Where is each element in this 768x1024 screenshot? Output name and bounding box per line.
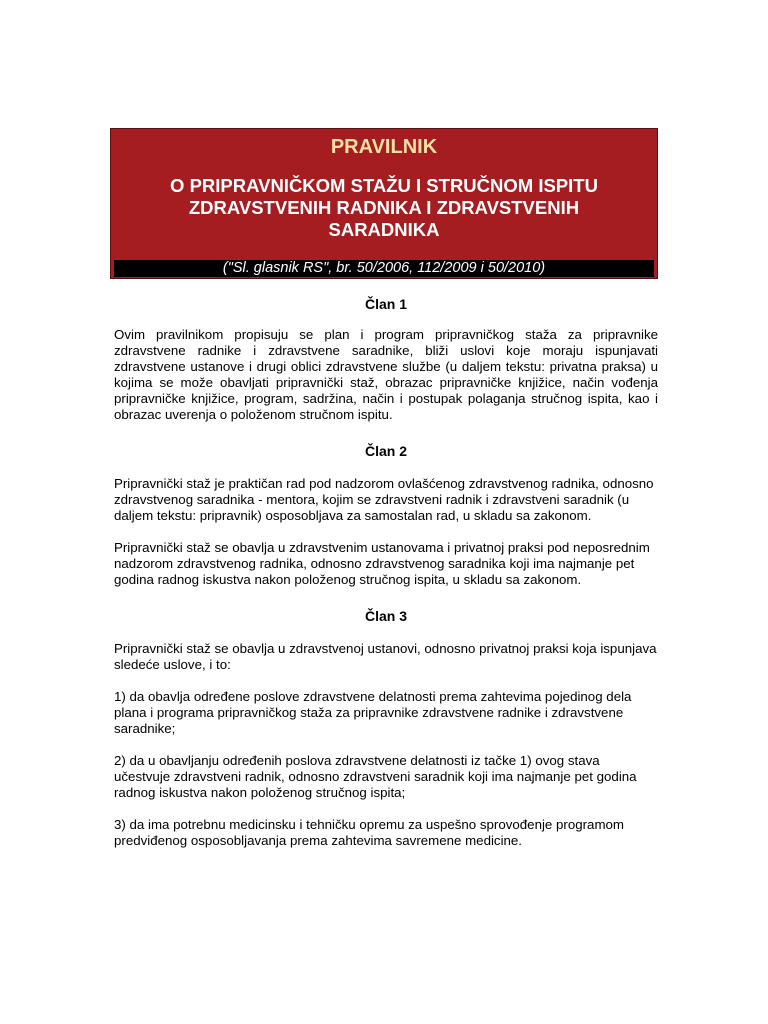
article-paragraph: 1) da obavlja određene poslove zdravstvene delatnosti prema zahtevima pojedinog dela plana i programa pripravničkog staža za pripravnike zdravstvene radnike i zdravstvene saradnike; xyxy=(114,689,632,736)
article-paragraph: Pripravnički staž je praktičan rad pod nadzorom ovlašćenog zdravstvenog radnika, odnosno zdravstvenog saradnika - mentora, kojim se zdravstveni radnik i zdravstveni saradnik (u daljem tekstu: pripravnik) osposobljava za samostalan rad, u skladu sa zakonom. xyxy=(114,476,654,523)
article-paragraph: Pripravnički staž se obavlja u zdravstvenim ustanovama i privatnoj praksi pod neposrednim nadzorom zdravstvenog radnika, odnosno zdravstvenog saradnika koji ima najmanje pet godina radnog iskustva nakon položenog stručnog ispita, u skladu sa zakonom. xyxy=(114,540,650,587)
document-title: PRAVILNIK xyxy=(330,136,438,158)
document-body xyxy=(114,296,658,865)
gazette-reference: ("Sl. glasnik RS", br. 50/2006, 112/2009 i 50/2010) xyxy=(114,260,654,277)
article-heading: Član 2 xyxy=(364,443,407,459)
article-2 xyxy=(114,443,658,588)
article-heading: Član 1 xyxy=(364,296,407,312)
subtitle-line: ZDRAVSTVENIH RADNIKA I ZDRAVSTVENIH xyxy=(188,197,580,218)
article-3 xyxy=(114,608,658,849)
article-paragraph: 2) da u obavljanju određenih poslova zdravstvene delatnosti iz tačke 1) ovog stava učestvuje zdravstveni radnik, odnosno zdravstveni saradnik koji ima najmanje pet godina radnog iskustva nakon položenog stručnog ispita; xyxy=(114,753,637,800)
article-1 xyxy=(114,296,658,423)
document-subtitle xyxy=(121,175,647,241)
article-heading: Član 3 xyxy=(364,608,407,624)
article-paragraph: Ovim pravilnikom propisuju se plan i program pripravničkog staža za pripravnike zdravstvene radnike i zdravstvene saradnike, bliži uslovi koje moraju ispunjavati zdravstvene ustanove i drugi oblici zdravstvene službe (u daljem tekstu: privatna praksa) u kojima se može obavljati pripravnički staž, obrazac pripravničke knjižice, način vođenja pripravničke knjižice, program, sadržina, način i postupak polaganja stručnog ispita, kao i obrazac uverenja o položenom stručnom ispitu. xyxy=(114,327,658,422)
article-paragraph: Pripravnički staž se obavlja u zdravstvenoj ustanovi, odnosno privatnoj praksi koja ispunjava sledeće uslove, i to: xyxy=(114,641,657,672)
subtitle-line: O PRIPRAVNIČKOM STAŽU I STRUČNOM ISPITU xyxy=(170,175,598,196)
document-header xyxy=(110,128,658,279)
article-paragraph: 3) da ima potrebnu medicinsku i tehničku opremu za uspešno sprovođenje programom predviđenog osposobljavanja prema zahtevima savremene medicine. xyxy=(114,817,624,848)
subtitle-line: SARADNIKA xyxy=(328,219,440,240)
